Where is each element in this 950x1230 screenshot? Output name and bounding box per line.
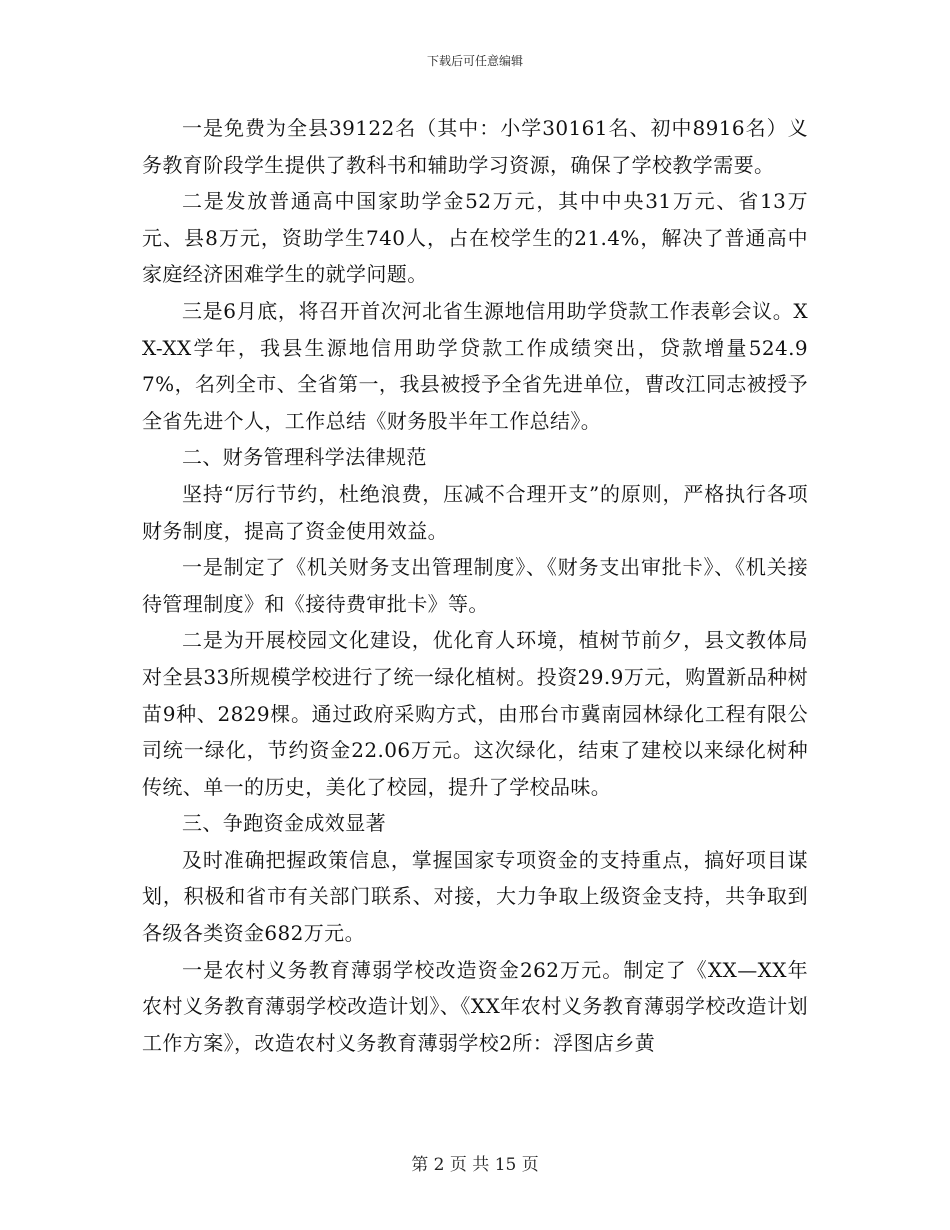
header-note: 下载后可任意编辑 [426, 54, 523, 68]
paragraph-free-textbooks: 一是免费为全县39122名（其中：小学30161名、初中8916名）义务教育阶段学生提供了教科书和辅助学习资源，确保了学校教学需要。 [142, 116, 808, 177]
paragraph-campus-greening: 二是为开展校园文化建设，优化育人环境，植树节前夕，县文教体局对全县33所规模学校进行了统一绿化植树。投资29.9万元，购置新品种树苗9种、2829棵。通过政府采购方式，由邢台市冀南园林绿化工程有限公司统一绿化，节约资金22.06万元。这次绿化，结束了建校以来绿化树种传统、单一的历史，美化了校园，提升了学校品味。 [142, 628, 808, 799]
paragraph-frugality-principle: 坚持“厉行节约，杜绝浪费，压减不合理开支”的原则，严格执行各项财务制度，提高了资金使用效益。 [142, 481, 808, 543]
document-body [142, 110, 808, 1061]
section-heading-financial-management: 二、财务管理科学法律规范 [182, 445, 427, 470]
page-number: 第 2 页 共 15 页 [411, 1155, 539, 1175]
paragraph-regulations: 一是制定了《机关财务支出管理制度》、《财务支出审批卡》、《机关接待管理制度》和《接待费审批卡》等。 [142, 555, 808, 616]
paragraph-student-loans: 三是6月底，将召开首次河北省生源地信用助学贷款工作表彰会议。XX-XX学年，我县生源地信用助学贷款工作成绩突出，贷款增量524.97%，名列全市、全省第一，我县被授予全省先进单位，曹改江同志被授予全省先进个人，工作总结《财务股半年工作总结》。 [142, 298, 808, 433]
section-heading-funding-results: 三、争跑资金成效显著 [182, 811, 386, 836]
paragraph-school-renovation: 一是农村义务教育薄弱学校改造资金262万元。制定了《XX—XX年农村义务教育薄弱学校改造计划》、《XX年农村义务教育薄弱学校改造计划工作方案》，改造农村义务教育薄弱学校2所：浮图店乡黄 [142, 957, 808, 1055]
paragraph-funding-policy: 及时准确把握政策信息，掌握国家专项资金的支持重点，搞好项目谋划，积极和省市有关部门联系、对接，大力争取上级资金支持，共争取到各级各类资金682万元。 [142, 847, 808, 946]
paragraph-student-grants: 二是发放普通高中国家助学金52万元，其中中央31万元、省13万元、县8万元，资助学生740人，占在校学生的21.4%，解决了普通高中家庭经济困难学生的就学问题。 [142, 189, 808, 287]
